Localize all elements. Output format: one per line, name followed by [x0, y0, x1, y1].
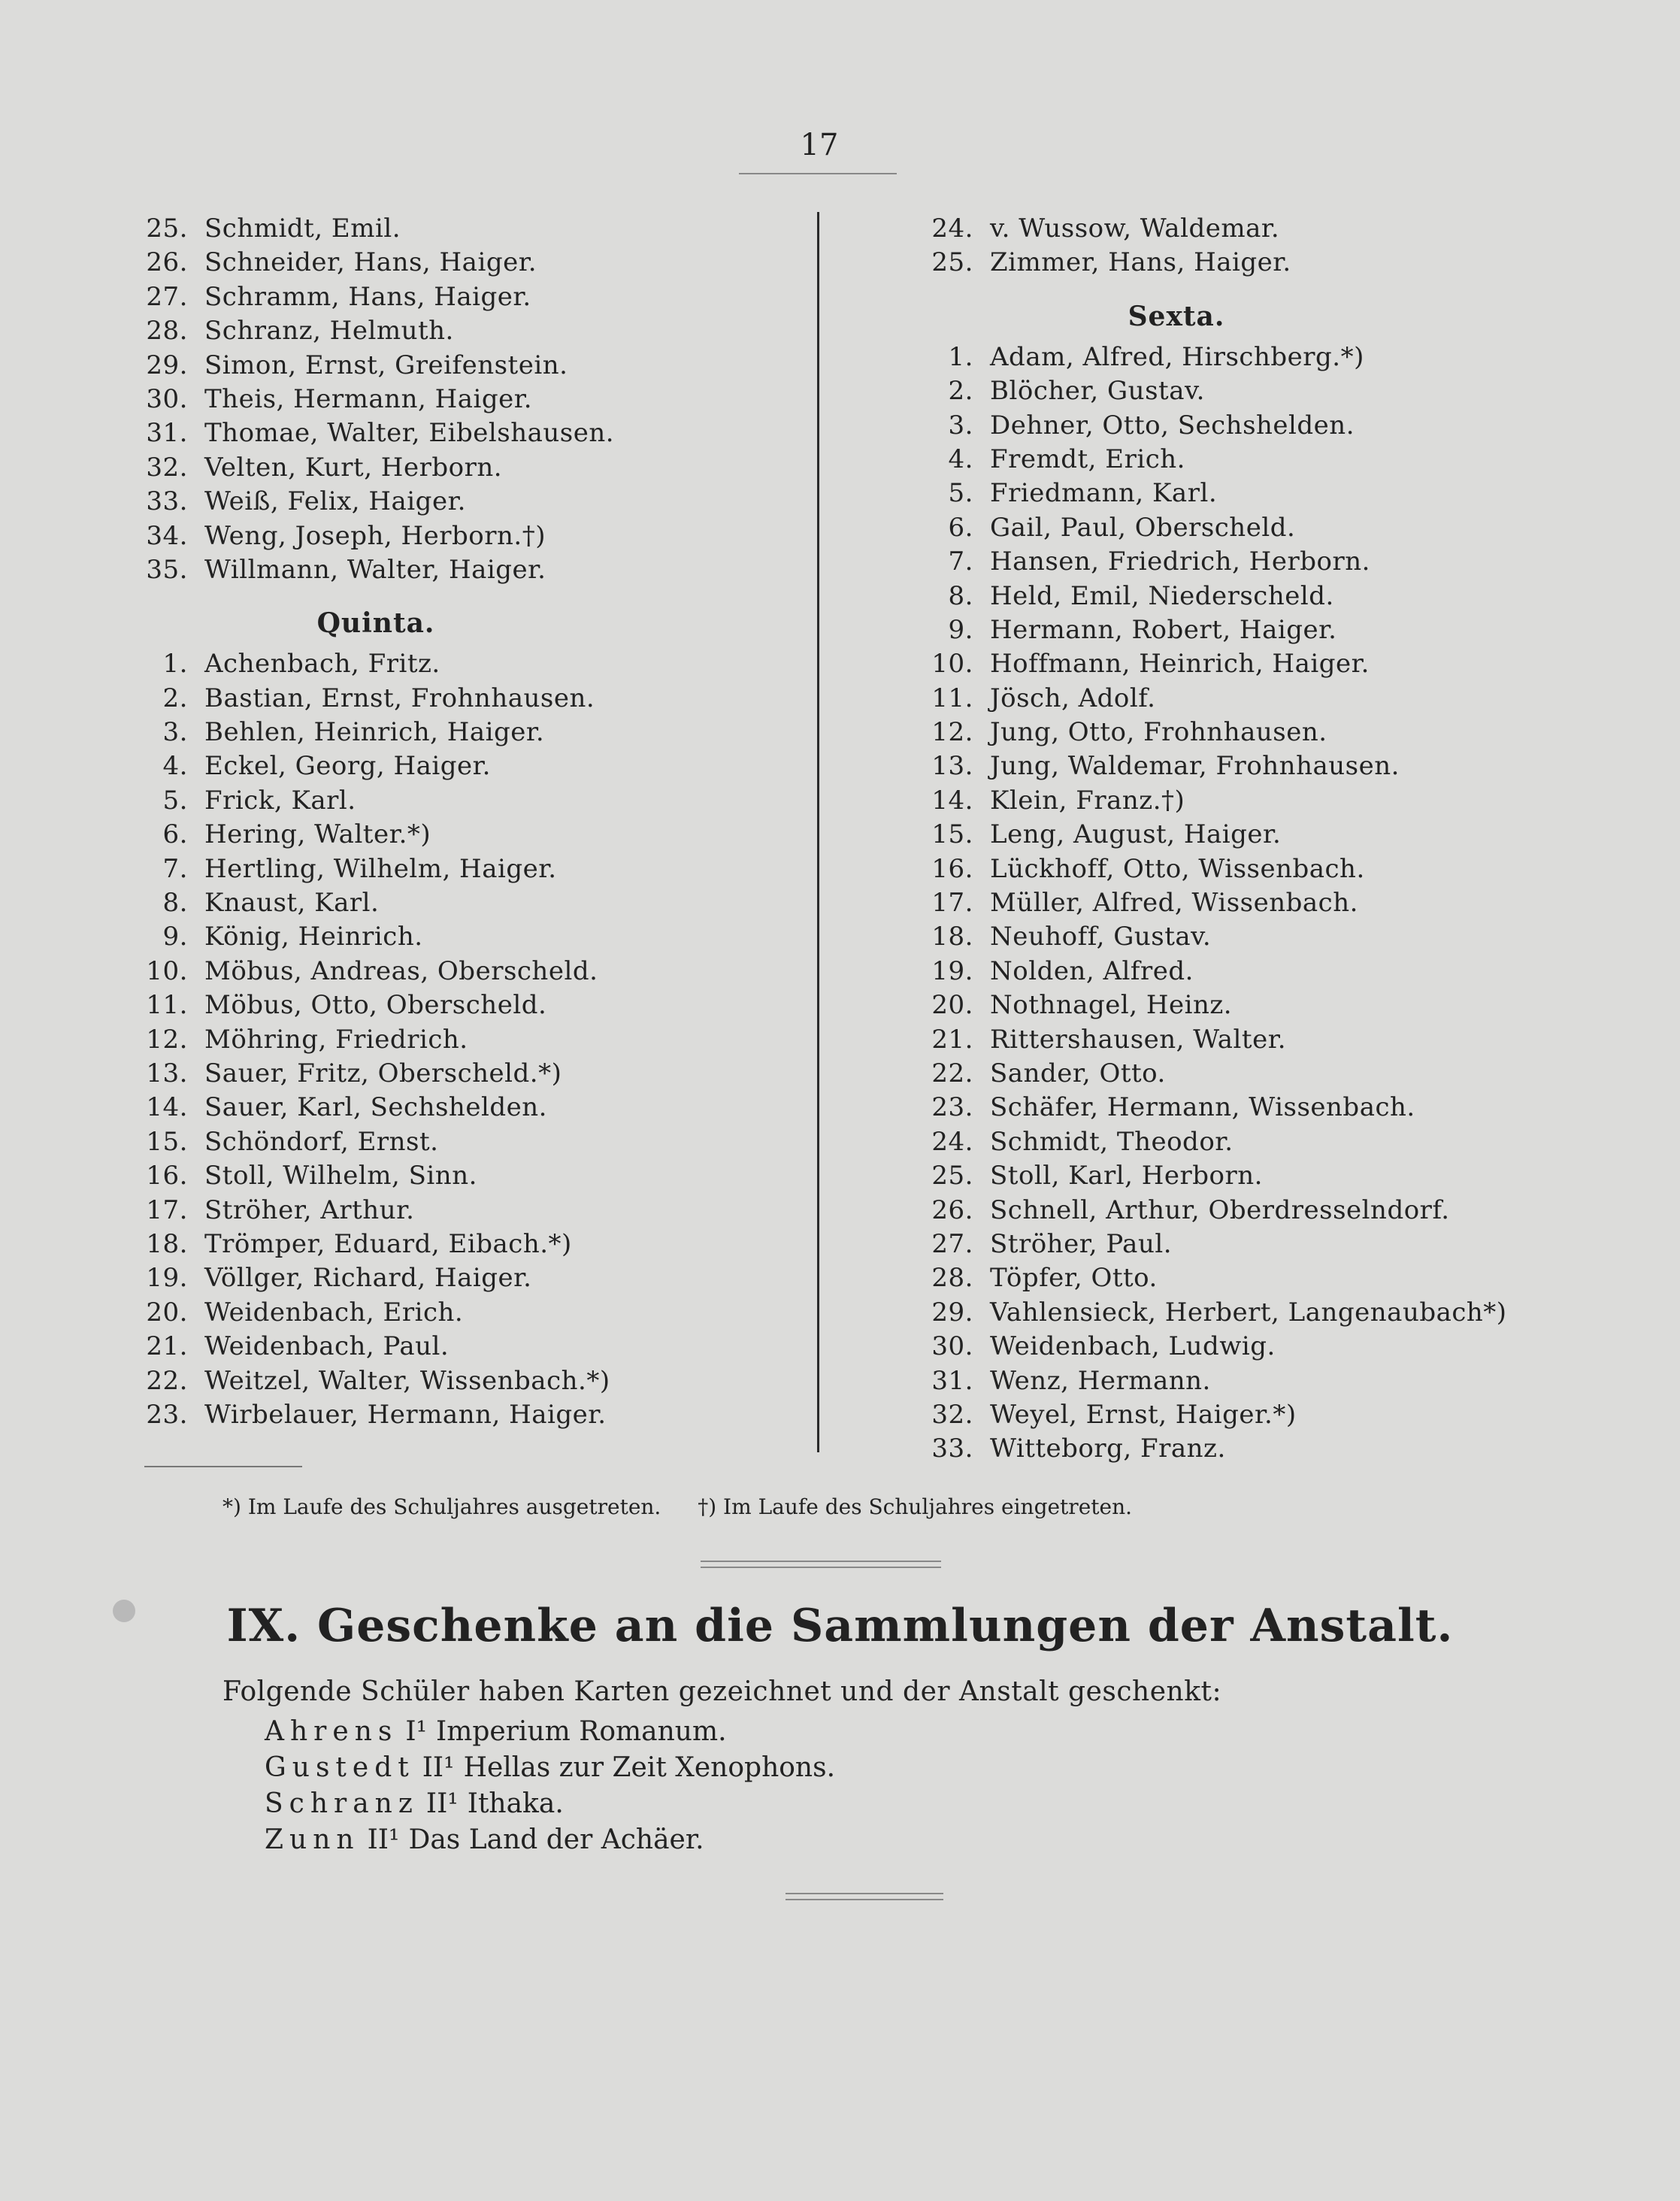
footnotes	[222, 1494, 1500, 1519]
list-item	[113, 1023, 789, 1057]
entry-name: Stoll, Karl, Herborn.	[990, 1161, 1263, 1191]
gift-class: II¹	[422, 1752, 455, 1783]
entry-number: 18.	[931, 922, 973, 952]
list-item	[913, 784, 1590, 818]
list-item	[913, 511, 1590, 545]
entry-name: Fremdt, Erich.	[990, 444, 1185, 474]
gift-class: I¹	[405, 1716, 428, 1747]
list-item	[913, 443, 1590, 477]
entry-name: Knaust, Karl.	[204, 888, 380, 919]
section-divider-top	[701, 1561, 941, 1568]
list-item	[113, 349, 789, 383]
entry-number: 12.	[146, 1024, 188, 1055]
entry-name: Hermann, Robert, Haiger.	[990, 614, 1337, 645]
entry-name: Rittershausen, Walter.	[990, 1024, 1287, 1055]
gift-student-name: Zunn	[265, 1824, 360, 1855]
page-number-rule	[739, 173, 897, 174]
gift-row	[222, 1786, 1576, 1822]
list-item	[913, 341, 1590, 374]
entry-name: Sander, Otto.	[990, 1058, 1166, 1088]
entry-name: Sauer, Fritz, Oberscheld.*)	[204, 1058, 562, 1088]
list-item	[113, 1057, 789, 1091]
entry-number: 20.	[931, 990, 973, 1021]
entry-name: Schneider, Hans, Haiger.	[204, 247, 537, 278]
entry-name: Velten, Kurt, Herborn.	[204, 452, 503, 483]
list-item	[113, 212, 789, 246]
entry-number: 14.	[146, 1092, 188, 1123]
quinta-list	[113, 647, 789, 1432]
list-item	[913, 1432, 1590, 1466]
list-item	[113, 383, 789, 416]
list-item	[113, 920, 789, 954]
entry-number: 29.	[146, 350, 188, 380]
gift-row	[222, 1822, 1576, 1858]
entry-name: Weidenbach, Erich.	[204, 1297, 464, 1328]
gift-title: Das Land der Achäer.	[408, 1824, 704, 1855]
gifts-intro: Folgende Schüler haben Karten gezeichnet und der Anstalt geschenkt:	[222, 1676, 1222, 1707]
entry-number: 34.	[146, 520, 188, 551]
entry-name: Thomae, Walter, Eibelshausen.	[204, 418, 615, 449]
list-item	[913, 647, 1590, 681]
entry-number: 8.	[162, 888, 188, 919]
entry-name: Schranz, Helmuth.	[204, 316, 454, 347]
list-item	[113, 784, 789, 818]
footnote-left: *) Im Laufe des Schuljahres ausgetreten.	[222, 1494, 661, 1519]
entry-name: Hansen, Friedrich, Herborn.	[990, 546, 1370, 577]
list-item	[113, 553, 789, 587]
list-item	[913, 1023, 1590, 1057]
section-ix-heading: IX. Geschenke an die Sammlungen der Anstalt.	[226, 1600, 1454, 1652]
entry-name: Bastian, Ernst, Frohnhausen.	[204, 683, 595, 713]
list-item	[113, 451, 789, 485]
list-item	[913, 545, 1590, 579]
entry-number: 13.	[931, 751, 973, 782]
list-item	[913, 1398, 1590, 1432]
list-item	[913, 374, 1590, 408]
entry-number: 20.	[146, 1297, 188, 1328]
entry-number: 7.	[948, 546, 973, 577]
entry-number: 22.	[931, 1058, 973, 1088]
entry-number: 2.	[948, 376, 973, 407]
section-divider-bottom	[786, 1893, 943, 1900]
entry-name: Schäfer, Hermann, Wissenbach.	[990, 1092, 1415, 1123]
gift-student-name: Gustedt	[265, 1752, 415, 1783]
entry-number: 35.	[146, 554, 188, 585]
gift-title: Hellas zur Zeit Xenophons.	[463, 1752, 836, 1783]
entry-number: 10.	[931, 649, 973, 680]
list-item	[113, 682, 789, 716]
sexta-list	[913, 341, 1590, 1467]
list-item	[913, 409, 1590, 443]
list-item	[913, 955, 1590, 988]
entry-name: Achenbach, Fritz.	[204, 649, 440, 680]
entry-name: Hering, Walter.*)	[204, 819, 431, 850]
list-item	[913, 749, 1590, 783]
entry-name: König, Heinrich.	[204, 922, 423, 952]
entry-name: Schramm, Hans, Haiger.	[204, 281, 531, 312]
left-column	[113, 212, 789, 1432]
list-item	[113, 1159, 789, 1193]
entry-number: 6.	[162, 819, 188, 850]
entry-name: Behlen, Heinrich, Haiger.	[204, 717, 545, 748]
list-item	[913, 852, 1590, 886]
list-item	[913, 988, 1590, 1022]
entry-number: 11.	[146, 990, 188, 1021]
entry-name: Leng, August, Haiger.	[990, 819, 1282, 850]
entry-name: Eckel, Georg, Haiger.	[204, 751, 491, 782]
entry-number: 30.	[146, 383, 188, 414]
list-item	[113, 1194, 789, 1228]
entry-number: 21.	[931, 1024, 973, 1055]
list-item	[913, 1228, 1590, 1261]
entry-number: 23.	[146, 1399, 188, 1430]
list-item	[113, 1296, 789, 1330]
entry-name: Jung, Otto, Frohnhausen.	[990, 717, 1327, 748]
entry-name: Hertling, Wilhelm, Haiger.	[204, 853, 557, 884]
gift-title: Imperium Romanum.	[436, 1716, 727, 1747]
list-item	[113, 988, 789, 1022]
entry-name: Nothnagel, Heinz.	[990, 990, 1233, 1021]
list-item	[913, 1125, 1590, 1159]
entry-name: Nolden, Alfred.	[990, 955, 1194, 986]
entry-name: Töpfer, Otto.	[990, 1263, 1158, 1294]
list-item	[113, 280, 789, 314]
gift-class: II¹	[425, 1788, 459, 1819]
entry-number: 12.	[931, 717, 973, 748]
entry-number: 17.	[931, 888, 973, 919]
entry-number: 25.	[931, 247, 973, 278]
right-list-continuation	[913, 212, 1590, 280]
entry-number: 1.	[948, 341, 973, 372]
entry-number: 11.	[931, 683, 973, 713]
entry-number: 28.	[146, 316, 188, 347]
entry-name: Müller, Alfred, Wissenbach.	[990, 888, 1358, 919]
list-item	[113, 314, 789, 348]
entry-name: Weidenbach, Ludwig.	[990, 1331, 1276, 1362]
list-item	[913, 1159, 1590, 1193]
list-item	[913, 1261, 1590, 1295]
entry-number: 32.	[146, 452, 188, 483]
list-item	[913, 1364, 1590, 1398]
list-item	[113, 852, 789, 886]
sexta-heading: Sexta.	[1128, 300, 1225, 332]
list-item	[113, 1091, 789, 1125]
entry-number: 5.	[162, 785, 188, 816]
entry-name: Schmidt, Emil.	[204, 213, 401, 244]
gift-student-name: Schranz	[265, 1788, 419, 1819]
entry-number: 31.	[931, 1365, 973, 1396]
entry-name: Willmann, Walter, Haiger.	[204, 554, 546, 585]
entry-number: 13.	[146, 1058, 188, 1088]
entry-number: 9.	[948, 614, 973, 645]
footnote-rule	[144, 1466, 302, 1467]
page-number: 17	[800, 128, 839, 162]
entry-number: 4.	[948, 444, 973, 474]
entry-name: Völlger, Richard, Haiger.	[204, 1263, 532, 1294]
entry-number: 2.	[162, 683, 188, 713]
entry-name: Lückhoff, Otto, Wissenbach.	[990, 853, 1365, 884]
entry-name: Weyel, Ernst, Haiger.*)	[990, 1399, 1297, 1430]
list-item	[113, 749, 789, 783]
list-item	[913, 1330, 1590, 1364]
entry-name: Weidenbach, Paul.	[204, 1331, 450, 1362]
entry-number: 14.	[931, 785, 973, 816]
quinta-heading: Quinta.	[316, 607, 435, 640]
entry-name: Jung, Waldemar, Frohnhausen.	[990, 751, 1400, 782]
list-item	[913, 580, 1590, 613]
entry-name: Zimmer, Hans, Haiger.	[990, 247, 1291, 278]
list-item	[913, 1091, 1590, 1125]
entry-number: 24.	[931, 1126, 973, 1157]
entry-name: Wenz, Hermann.	[990, 1365, 1211, 1396]
list-item	[113, 955, 789, 988]
entry-name: Hoffmann, Heinrich, Haiger.	[990, 649, 1370, 680]
entry-name: Adam, Alfred, Hirschberg.*)	[990, 341, 1364, 372]
entry-number: 9.	[162, 922, 188, 952]
entry-name: Schöndorf, Ernst.	[204, 1126, 439, 1157]
entry-name: Theis, Hermann, Haiger.	[204, 383, 533, 414]
entry-number: 21.	[146, 1331, 188, 1362]
entry-name: Klein, Franz.†)	[990, 785, 1185, 816]
entry-number: 3.	[948, 410, 973, 441]
entry-number: 4.	[162, 751, 188, 782]
entry-number: 5.	[948, 478, 973, 509]
entry-number: 30.	[931, 1331, 973, 1362]
entry-number: 15.	[931, 819, 973, 850]
entry-number: 29.	[931, 1297, 973, 1328]
entry-name: Jösch, Adolf.	[990, 683, 1156, 713]
footnote-right: †) Im Laufe des Schuljahres eingetreten.	[698, 1494, 1133, 1519]
entry-name: Weitzel, Walter, Wissenbach.*)	[204, 1365, 610, 1396]
entry-number: 17.	[146, 1194, 188, 1225]
gift-student-name: Ahrens	[265, 1716, 398, 1747]
entry-number: 25.	[931, 1161, 973, 1191]
entry-name: Simon, Ernst, Greifenstein.	[204, 350, 568, 380]
entry-name: Stoll, Wilhelm, Sinn.	[204, 1161, 477, 1191]
entry-number: 3.	[162, 717, 188, 748]
list-item	[113, 716, 789, 749]
list-item	[913, 886, 1590, 920]
entry-name: Witteborg, Franz.	[990, 1434, 1226, 1464]
entry-number: 24.	[931, 213, 973, 244]
gift-class: II¹	[367, 1824, 400, 1855]
entry-name: Neuhoff, Gustav.	[990, 922, 1212, 952]
entry-name: Gail, Paul, Oberscheld.	[990, 512, 1296, 543]
entry-number: 26.	[146, 247, 188, 278]
list-item	[113, 818, 789, 852]
right-column	[913, 212, 1590, 1467]
entry-name: Möbus, Andreas, Oberscheld.	[204, 955, 598, 986]
entry-name: Sauer, Karl, Sechshelden.	[204, 1092, 547, 1123]
entry-name: Held, Emil, Niederscheld.	[990, 580, 1334, 611]
entry-number: 22.	[146, 1365, 188, 1396]
entry-number: 33.	[931, 1434, 973, 1464]
entry-name: Weiß, Felix, Haiger.	[204, 486, 466, 517]
entry-name: Schmidt, Theodor.	[990, 1126, 1234, 1157]
column-divider	[817, 212, 819, 1452]
entry-number: 6.	[948, 512, 973, 543]
list-item	[913, 1296, 1590, 1330]
entry-name: Friedmann, Karl.	[990, 478, 1218, 509]
list-item	[113, 1228, 789, 1261]
entry-number: 10.	[146, 955, 188, 986]
gifts-block	[222, 1670, 1576, 1858]
list-item	[113, 1125, 789, 1159]
entry-name: Trömper, Eduard, Eibach.*)	[204, 1228, 572, 1259]
entry-number: 16.	[146, 1161, 188, 1191]
list-item	[913, 682, 1590, 716]
list-item	[113, 647, 789, 681]
entry-number: 19.	[931, 955, 973, 986]
entry-name: Blöcher, Gustav.	[990, 376, 1205, 407]
list-item	[113, 485, 789, 519]
entry-number: 27.	[146, 281, 188, 312]
entry-name: v. Wussow, Waldemar.	[990, 213, 1280, 244]
list-item	[913, 246, 1590, 280]
entry-number: 33.	[146, 486, 188, 517]
entry-name: Schnell, Arthur, Oberdresselndorf.	[990, 1194, 1450, 1225]
entry-name: Dehner, Otto, Sechshelden.	[990, 410, 1355, 441]
list-item	[913, 716, 1590, 749]
list-item	[913, 477, 1590, 510]
list-item	[113, 1261, 789, 1295]
entry-name: Wirbelauer, Hermann, Haiger.	[204, 1399, 607, 1430]
list-item	[113, 1330, 789, 1364]
entry-number: 18.	[146, 1228, 188, 1259]
list-item	[913, 613, 1590, 647]
entry-name: Weng, Joseph, Herborn.†)	[204, 520, 546, 551]
gift-row	[222, 1750, 1576, 1786]
entry-number: 19.	[146, 1263, 188, 1294]
list-item	[113, 1398, 789, 1432]
list-item	[913, 818, 1590, 852]
list-item	[913, 212, 1590, 246]
entry-number: 25.	[146, 213, 188, 244]
entry-name: Vahlensieck, Herbert, Langenaubach*)	[990, 1297, 1507, 1328]
entry-number: 15.	[146, 1126, 188, 1157]
entry-number: 23.	[931, 1092, 973, 1123]
list-item	[113, 1364, 789, 1398]
list-item	[113, 519, 789, 553]
list-item	[913, 920, 1590, 954]
entry-name: Frick, Karl.	[204, 785, 356, 816]
entry-name: Möhring, Friedrich.	[204, 1024, 468, 1055]
entry-number: 28.	[931, 1263, 973, 1294]
list-item	[113, 416, 789, 450]
entry-number: 27.	[931, 1228, 973, 1259]
entry-name: Möbus, Otto, Oberscheld.	[204, 990, 547, 1021]
entry-number: 26.	[931, 1194, 973, 1225]
list-item	[113, 246, 789, 280]
entry-name: Ströher, Paul.	[990, 1228, 1173, 1259]
entry-number: 16.	[931, 853, 973, 884]
gift-row	[222, 1714, 1576, 1750]
list-item	[913, 1194, 1590, 1228]
entry-number: 8.	[948, 580, 973, 611]
left-list-continuation	[113, 212, 789, 587]
entry-number: 1.	[162, 649, 188, 680]
list-item	[113, 886, 789, 920]
entry-number: 32.	[931, 1399, 973, 1430]
entry-number: 7.	[162, 853, 188, 884]
entry-name: Ströher, Arthur.	[204, 1194, 415, 1225]
entry-number: 31.	[146, 418, 188, 449]
list-item	[913, 1057, 1590, 1091]
gift-title: Ithaka.	[467, 1788, 564, 1819]
